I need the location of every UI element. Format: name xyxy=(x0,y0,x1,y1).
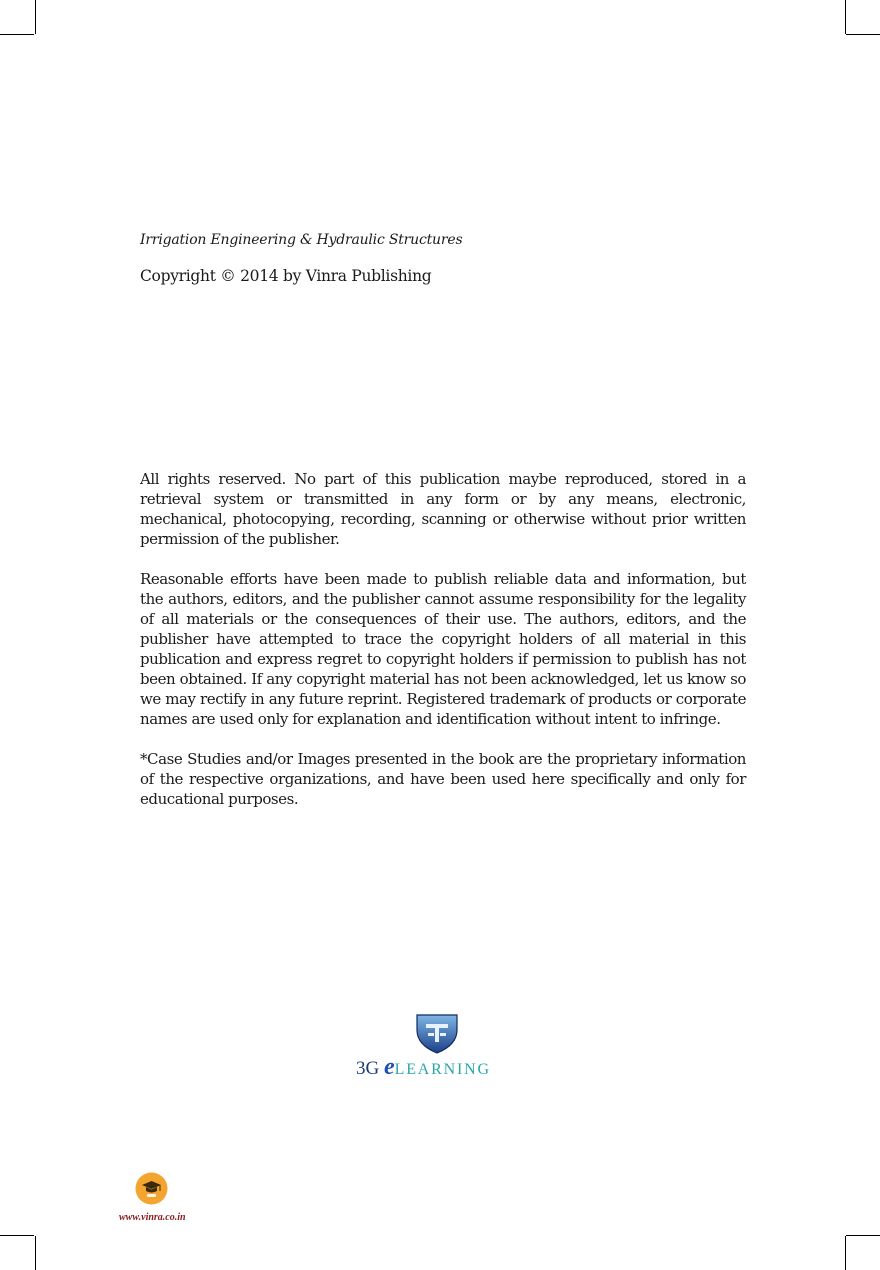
logo-wordmark xyxy=(356,1055,526,1082)
rights-text xyxy=(140,469,746,829)
disclaimer-paragraph: Reasonable efforts have been made to publish reliable data and information, but the authors, editors, and the publisher cannot assume responsibility for the legality of all materials or the consequences of their use. The authors, editors, and the publisher have attempted to trace the copyright holders of all material in this publication and express regret to copyright holders if permission to publish has not been obtained. If any copyright material has not been acknowledged, let us know so we may rectify in any future reprint. Registered trademark of products or corporate names are used only for explanation and identification without intent to infringe. xyxy=(140,570,746,728)
crop-mark-bottom-right-vertical xyxy=(845,1236,846,1270)
crop-mark-top-right-vertical xyxy=(845,0,846,34)
rights-reserved-paragraph: All rights reserved. No part of this publication maybe reproduced, stored in a retrieval system or transmitted in any form or by any means, electronic, mechanical, photocopying, recording, scanning or otherwise without prior written permission of the publisher. xyxy=(140,470,746,548)
logo-suffix: LEARNING xyxy=(394,1061,491,1078)
crop-mark-top-left-vertical xyxy=(35,0,36,34)
case-studies-paragraph: *Case Studies and/or Images presented in the book are the proprietary information of the respective organizations, and have been used here specifically and only for educational purposes. xyxy=(140,750,746,808)
crop-mark-bottom-right-horizontal xyxy=(846,1235,880,1236)
graduation-cap-icon xyxy=(135,1172,168,1205)
logo-prefix: 3G xyxy=(356,1058,384,1079)
crop-mark-bottom-left-vertical xyxy=(35,1236,36,1270)
copyright-notice: Copyright © 2014 by Vinra Publishing xyxy=(140,267,432,285)
publisher-url[interactable]: www.vinra.co.in xyxy=(119,1212,186,1223)
book-title: Irrigation Engineering & Hydraulic Structures xyxy=(140,232,463,248)
crop-mark-top-left-horizontal xyxy=(0,34,34,35)
publisher-logo xyxy=(356,1012,526,1082)
crop-mark-top-right-horizontal xyxy=(846,34,880,35)
logo-e-glyph: e xyxy=(383,1054,395,1080)
shield-crest-icon xyxy=(414,1012,460,1054)
crop-mark-bottom-left-horizontal xyxy=(0,1235,34,1236)
